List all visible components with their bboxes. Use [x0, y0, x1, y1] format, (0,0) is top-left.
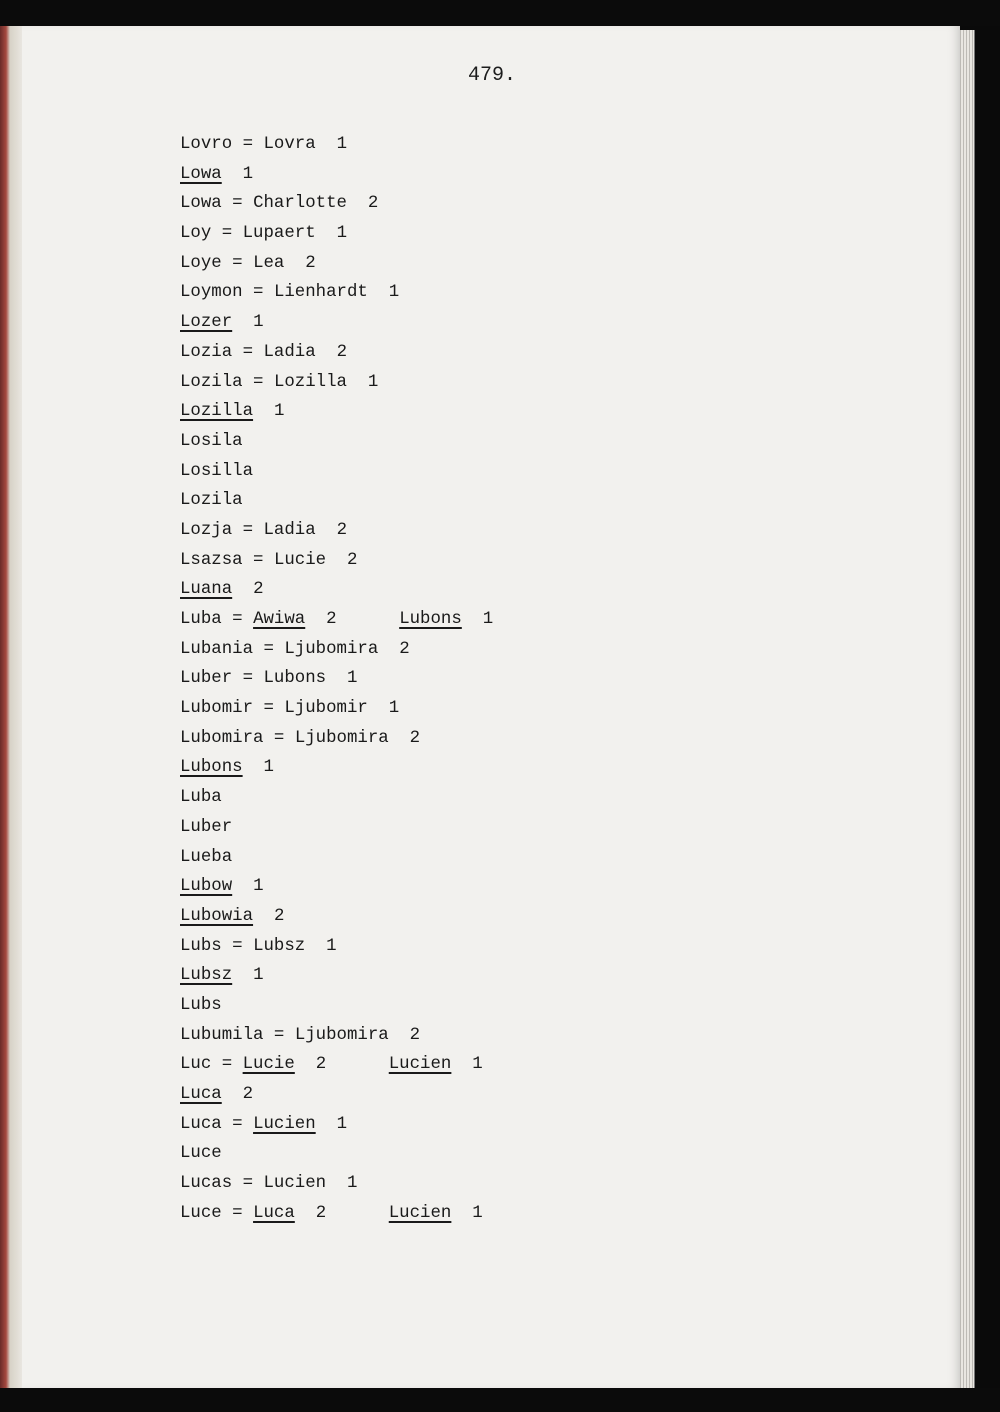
entry-target: Awiwa [253, 610, 306, 629]
index-entry [180, 1021, 940, 1051]
index-entry [180, 1169, 940, 1199]
page-number: 479. [467, 64, 516, 87]
entry-name: Lubsz [180, 966, 233, 986]
index-entry [180, 843, 940, 873]
entry-second-target: Lubons [399, 610, 462, 629]
index-entry [180, 249, 940, 279]
index-entry [180, 130, 940, 160]
equals-sign: = [221, 253, 254, 273]
entry-count: 1 [336, 135, 347, 154]
index-entry [180, 338, 940, 368]
entry-count: 2 [315, 1055, 327, 1075]
index-entry [180, 1139, 940, 1169]
equals-sign: = [232, 342, 264, 362]
entry-name: Lubumila [180, 1025, 264, 1045]
entry-name: Lozja [180, 520, 233, 540]
entry-count: 1 [326, 936, 337, 956]
entry-target: Lucien [263, 1174, 327, 1194]
index-entry [180, 278, 940, 308]
index-entry [180, 397, 940, 427]
entry-target: Ljubomir [284, 699, 368, 719]
entry-name: Lozer [180, 313, 233, 333]
entry-name: Losilla [180, 461, 254, 481]
entry-target: Lienhardt [273, 283, 368, 303]
equals-sign: = [242, 372, 274, 392]
entry-target: Luca [253, 1203, 295, 1223]
entry-name: Lozila [180, 491, 243, 511]
entry-name: Lubow [180, 877, 233, 897]
equals-sign: = [221, 936, 254, 956]
equals-sign: = [253, 639, 285, 659]
entry-name: Lowa [180, 194, 222, 214]
entry-name: Lozia [180, 342, 233, 362]
index-entry [180, 486, 940, 516]
entry-name: Lubs [180, 995, 222, 1015]
index-entry [180, 813, 940, 843]
entry-name: Luba [180, 788, 222, 808]
equals-sign: = [242, 550, 274, 570]
index-entry [180, 1199, 940, 1229]
entry-name: Lubons [180, 758, 243, 778]
entry-count: 2 [242, 1085, 254, 1104]
index-entry [180, 1050, 940, 1080]
entry-second-count: 1 [472, 1055, 483, 1075]
index-entry [180, 783, 940, 813]
entry-count: 2 [399, 639, 410, 659]
entry-target: Lupaert [242, 224, 316, 244]
entry-name: Luber [180, 669, 233, 689]
entry-count: 1 [273, 402, 285, 422]
entry-target: Ladia [263, 520, 316, 540]
index-entry [180, 427, 940, 457]
entry-target: Lea [253, 253, 285, 273]
equals-sign: = [221, 1114, 254, 1134]
entry-target: Lubsz [253, 936, 306, 956]
entry-target: Lovra [263, 135, 316, 154]
entry-name: Luca [180, 1114, 222, 1134]
equals-sign: = [232, 1174, 264, 1194]
entry-name: Lsazsa [180, 550, 243, 570]
entry-count: 1 [347, 1174, 358, 1194]
entry-name: Luca [180, 1085, 222, 1104]
entry-name: Lucas [180, 1174, 233, 1194]
entry-name: Lubs [180, 936, 222, 956]
entry-count: 2 [409, 728, 421, 748]
index-entry [180, 1110, 940, 1140]
entry-count: 1 [253, 877, 264, 897]
entry-target: Lucien [253, 1114, 316, 1134]
name-index-list [180, 130, 940, 1228]
equals-sign: = [221, 194, 254, 214]
entry-count: 1 [253, 313, 264, 333]
equals-sign: = [221, 1203, 254, 1223]
entry-target: Ljubomira [284, 639, 379, 659]
index-entry [180, 664, 940, 694]
entry-name: Luce [180, 1144, 222, 1164]
entry-count: 2 [305, 253, 316, 273]
index-entry [180, 516, 940, 546]
index-entry [180, 724, 940, 754]
index-entry [180, 991, 940, 1021]
entry-target: Lucie [273, 550, 327, 570]
entry-count: 1 [242, 164, 254, 184]
index-entry [180, 219, 940, 249]
equals-sign: = [263, 728, 295, 748]
entry-name: Lubowia [180, 906, 254, 926]
entry-count: 1 [388, 283, 400, 303]
entry-count: 1 [253, 966, 264, 986]
index-entry [180, 932, 940, 962]
equals-sign: = [211, 224, 243, 244]
index-entry [180, 368, 940, 398]
entry-target: Ladia [263, 342, 316, 362]
entry-target: Ljubomira [294, 728, 389, 748]
entry-name: Luce [180, 1203, 222, 1223]
entry-count: 2 [315, 1203, 327, 1223]
entry-count: 1 [347, 669, 358, 689]
index-entry [180, 575, 940, 605]
entry-name: Luber [180, 817, 233, 837]
index-entry [180, 753, 940, 783]
scan-background-top [0, 0, 1000, 26]
index-entry [180, 457, 940, 487]
entry-name: Lubania [180, 639, 254, 659]
entry-name: Lozila [180, 372, 243, 392]
entry-target: Lozilla [273, 372, 347, 392]
entry-count: 2 [326, 610, 337, 629]
index-entry [180, 308, 940, 338]
entry-name: Loye [180, 253, 222, 273]
entry-count: 1 [388, 699, 400, 719]
entry-second-count: 1 [482, 610, 494, 629]
equals-sign: = [253, 699, 285, 719]
index-entry [180, 694, 940, 724]
entry-second-count: 1 [472, 1203, 483, 1223]
entry-name: Losila [180, 431, 243, 451]
equals-sign: = [211, 1055, 243, 1075]
entry-second-target: Lucien [388, 1055, 452, 1075]
index-entry [180, 635, 940, 665]
document-page [22, 26, 960, 1388]
entry-target: Charlotte [253, 194, 347, 214]
entry-target: Lucie [242, 1055, 295, 1075]
entry-count: 2 [367, 194, 379, 214]
equals-sign: = [232, 135, 264, 154]
index-entry [180, 872, 940, 902]
entry-name: Loymon [180, 283, 243, 303]
entry-count: 2 [347, 550, 358, 570]
entry-name: Lueba [180, 847, 233, 867]
index-entry [180, 902, 940, 932]
entry-count: 1 [263, 758, 274, 778]
entry-name: Luana [180, 580, 233, 600]
entry-count: 2 [336, 520, 347, 540]
entry-name: Lozilla [180, 402, 254, 422]
entry-count: 2 [273, 906, 285, 926]
index-entry [180, 189, 940, 219]
index-entry [180, 961, 940, 991]
entry-count: 2 [336, 342, 347, 362]
equals-sign: = [242, 283, 274, 303]
entry-second-target: Lucien [388, 1203, 452, 1223]
equals-sign: = [232, 669, 264, 689]
entry-count: 2 [409, 1025, 421, 1045]
index-entry [180, 546, 940, 576]
equals-sign: = [221, 610, 254, 629]
entry-count: 1 [336, 224, 347, 244]
entry-target: Ljubomira [294, 1025, 389, 1045]
entry-name: Lubomir [180, 699, 254, 719]
book-spine-edge [0, 26, 24, 1392]
entry-name: Loy [180, 224, 212, 244]
entry-count: 2 [253, 580, 264, 600]
index-entry [180, 605, 940, 635]
index-entry [180, 160, 940, 190]
entry-name: Lovro [180, 135, 233, 154]
entry-name: Luba [180, 610, 222, 629]
index-entry [180, 1080, 940, 1110]
equals-sign: = [263, 1025, 295, 1045]
entry-name: Lubomira [180, 728, 264, 748]
entry-name: Luc [180, 1055, 212, 1075]
entry-count: 1 [336, 1114, 347, 1134]
scan-background-bottom [0, 1388, 1000, 1412]
entry-name: Lowa [180, 164, 222, 184]
entry-target: Lubons [263, 669, 327, 689]
entry-count: 1 [367, 372, 379, 392]
equals-sign: = [232, 520, 264, 540]
